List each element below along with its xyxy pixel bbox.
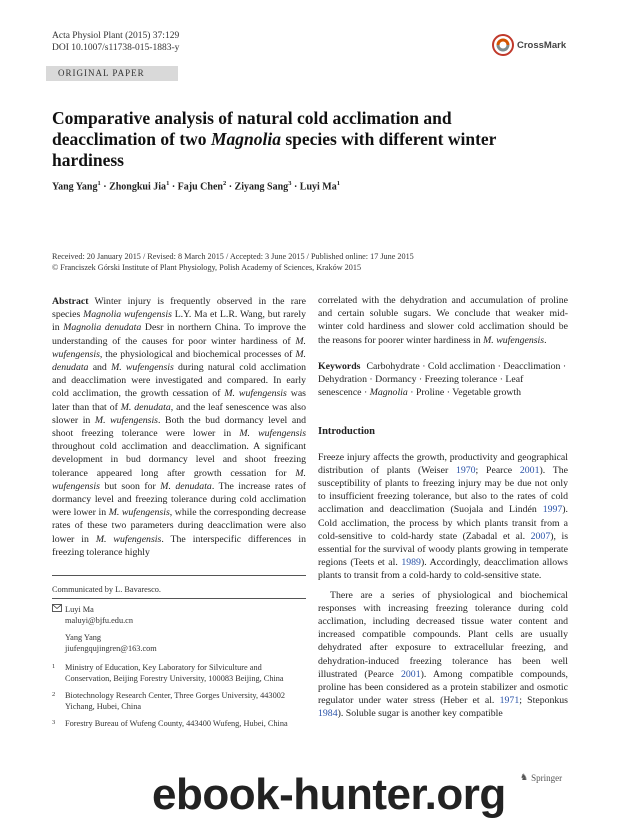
title-genus: Magnolia bbox=[210, 129, 281, 149]
publisher-name: Springer bbox=[531, 772, 563, 783]
abstract-text: . The interspecific differences in freezing tolerance highly bbox=[52, 533, 307, 558]
crossmark-icon bbox=[492, 34, 514, 56]
author-name[interactable]: Yang Yang bbox=[52, 181, 98, 193]
article-title bbox=[52, 108, 522, 171]
abstract-text: . The increase rates of dormancy level and freezing tolerance during cold acclimation were lower in bbox=[52, 480, 307, 519]
keywords-text: Magnolia bbox=[369, 387, 408, 399]
crossmark-badge[interactable] bbox=[492, 34, 566, 56]
abstract-text: and bbox=[88, 362, 112, 374]
article-history bbox=[52, 251, 414, 273]
species-name: M. denudata bbox=[52, 348, 306, 374]
right-column bbox=[318, 294, 568, 721]
author-name[interactable]: Zhongkui Jia bbox=[109, 181, 167, 193]
affiliation-text: Forestry Bureau of Wufeng County, 443400 Wufeng, Hubei, China bbox=[65, 719, 288, 728]
citation-link[interactable]: 1970 bbox=[455, 464, 476, 476]
keywords-label: Keywords bbox=[318, 360, 361, 372]
affiliation-text: Biotechnology Research Center, Three Gorges University, 443002 Yichang, Hubei, China bbox=[65, 691, 286, 711]
citation-link[interactable]: 1984 bbox=[318, 708, 338, 720]
abstract-text: correlated with the dehydration and accumulation of proline and certain soluble sugars. We conclude that weaker mid-winter cold hardiness and slower cold acclimation should be the reasons for poorer winter hardiness in bbox=[318, 295, 568, 346]
contact-name: Luyi Ma bbox=[65, 605, 94, 614]
species-name: M. wufengensis bbox=[52, 467, 306, 492]
author-aff: 1 bbox=[336, 180, 340, 187]
affiliations-list bbox=[52, 662, 306, 729]
abstract-text: was later than that of bbox=[52, 388, 306, 413]
affiliation-number: 3 bbox=[52, 719, 56, 726]
author-aff: 2 bbox=[222, 180, 227, 187]
author-list: Yang Yang$^1$ · Zhongkui Jia$^1$ · Faju Chen$^2$ · Ziyang Sang$^3$ · Luyi Ma$^1$ bbox=[52, 180, 340, 193]
affiliation-number: 1 bbox=[52, 663, 56, 670]
author-name[interactable]: Ziyang Sang bbox=[234, 181, 289, 193]
species-name: Magnolia wufengensis bbox=[83, 309, 172, 321]
species-name: M. wufengensis bbox=[95, 533, 162, 545]
species-name: M. denudata bbox=[160, 480, 212, 492]
journal-header bbox=[52, 30, 179, 54]
citation-link[interactable]: 2007 bbox=[530, 530, 551, 542]
contact-email[interactable]: jiufengqujingren@163.com bbox=[65, 644, 157, 653]
author-aff: 3 bbox=[288, 180, 292, 187]
title-text-end: species with different winter hardiness bbox=[52, 129, 497, 170]
abstract-text: . Both the bud dormancy level and shoot freezing tolerance were lower in bbox=[52, 414, 307, 440]
footnote-divider-2 bbox=[52, 598, 306, 599]
citation-link[interactable]: 1997 bbox=[542, 504, 563, 516]
crossmark-label: CrossMark bbox=[517, 39, 567, 51]
contact-email[interactable]: maluyi@bjfu.edu.cn bbox=[65, 616, 134, 625]
keywords-text: Carbohydrate · Cold acclimation · Deacclimation · Dehydration · Dormancy · Freezing tolerance · Leaf senescence · bbox=[318, 360, 567, 399]
affiliation-item bbox=[52, 718, 306, 729]
species-name: M. wufengensis bbox=[224, 388, 287, 400]
copyright-line: © Franciszek Górski Institute of Plant Physiology, Polish Academy of Sciences, Kraków 2015 bbox=[52, 263, 362, 272]
keywords bbox=[318, 360, 568, 400]
affiliation-text: Ministry of Education, Key Laboratory for Silviculture and Conservation, Beijing Forestry University, 100083 Beijing, China bbox=[65, 663, 284, 683]
abstract-text: . bbox=[544, 334, 547, 346]
intro-paragraph: There are a series of physiological and biochemical responses with increasing freezing tolerance during cold acclimation, including decreased tissue water content and increased compatible compounds. Plant cells are usually dehydrated after exposure to extracellular freezing, and dehydration-induced freezing tolerance has been well illustrated (Pearce 2001). Among compatible compounds, proline has been considered as a protein stabilizer and osmotic regulator under water stress (Heber et al. 1971; Steponkus 1984). Soluble sugar is another key compatible bbox=[318, 589, 568, 720]
affiliation-number: 2 bbox=[52, 691, 56, 698]
abstract-label: Abstract bbox=[52, 296, 89, 307]
journal-doi[interactable]: DOI 10.1007/s11738-015-1883-y bbox=[52, 43, 180, 53]
journal-citation: Acta Physiol Plant (2015) 37:129 bbox=[52, 31, 180, 41]
species-name: M. wufengensis bbox=[239, 428, 307, 440]
section-heading: Introduction bbox=[318, 426, 375, 438]
abstract-text: Winter injury is frequently observed in the rare species bbox=[52, 296, 306, 321]
author-name[interactable]: Luyi Ma bbox=[299, 181, 337, 193]
contact-name: Yang Yang bbox=[65, 633, 102, 642]
abstract-text: , the physiological and biochemical processes of bbox=[99, 348, 296, 360]
author-aff: 1 bbox=[97, 180, 101, 187]
citation-link[interactable]: 2001 bbox=[401, 668, 421, 680]
springer-horse-icon: ♞ bbox=[520, 772, 529, 782]
author-name[interactable]: Faju Chen bbox=[177, 181, 223, 193]
citation-link[interactable]: 1989 bbox=[401, 557, 421, 569]
abstract-block bbox=[52, 295, 306, 559]
abstract-text: , while the corresponding decrease rates of these two parameters during deacclimation were also lower in bbox=[52, 507, 306, 545]
abstract-continuation bbox=[318, 294, 568, 347]
article-type-banner: ORIGINAL PAPER bbox=[46, 66, 178, 81]
abstract-text: during natural cold acclimation and deacclimation were investigated and compared. In early cold acclimation, the growth cessation of bbox=[52, 362, 307, 400]
abstract-text: throughout cold acclimation and deacclimation. A significant development in bud dormancy level and shoot freezing tolerance appeared long after growth cessation for bbox=[52, 441, 306, 479]
abstract-text: , and the leaf senescence was also slower in bbox=[52, 401, 306, 426]
abstract-text: L.Y. Ma et L.R. Wang, but rarely in bbox=[52, 309, 306, 334]
contact-entry bbox=[52, 632, 157, 654]
author-aff: 1 bbox=[166, 180, 170, 187]
species-name: Magnolia denudata bbox=[63, 322, 142, 334]
species-name: M. wufengensis bbox=[94, 414, 158, 426]
affiliation-item bbox=[52, 690, 306, 712]
keywords-text: · Proline · Vegetable growth bbox=[407, 387, 522, 399]
species-name: M. denudata bbox=[120, 401, 171, 413]
citation-link[interactable]: 1971 bbox=[499, 695, 520, 707]
history-dates: Received: 20 January 2015 / Revised: 8 March 2015 / Accepted: 3 June 2015 / Published online: 17 June 2015 bbox=[52, 252, 414, 261]
footnote-divider bbox=[52, 575, 306, 576]
species-name: M. wufengensis bbox=[483, 334, 545, 346]
affiliation-item bbox=[52, 662, 306, 684]
intro-paragraph: Freeze injury affects the growth, productivity and geographical distribution of plants (Weiser 1970; Pearce 2001). The susceptibility of plants to freezing injury may be due not only to insufficient freezing tolerance, but also to the rates of cold acclimation and deacclimation (Suojala and Lindén 1997). Cold acclimation, the process by which plants transit from a cold-sensitive to cold-hardy state (Zabadal et al. 2007), is essential for the survival of woody plants growing in temperate regions (Teets et al. 1989). Accordingly, deacclimation allows plants to transit from a cold-hardy to cold-sensitive state. bbox=[318, 451, 569, 582]
envelope-icon bbox=[52, 604, 65, 626]
citation-link[interactable]: 2001 bbox=[519, 464, 540, 476]
species-name: M. wufengensis bbox=[108, 507, 170, 519]
species-name: M. wufengensis bbox=[111, 362, 174, 374]
contact-entry bbox=[52, 604, 157, 626]
correspondence-block bbox=[52, 604, 157, 654]
abstract-text: Desr in northern China. To improve the understanding of the causes for poor winter hardiness of bbox=[52, 322, 306, 347]
watermark-text: ebook-hunter.org bbox=[152, 770, 506, 819]
species-name: M. wufengensis bbox=[52, 335, 306, 360]
title-text: Comparative analysis of natural cold acclimation and deacclimation of two bbox=[52, 108, 452, 149]
communicated-by: Communicated by L. Bavaresco. bbox=[52, 585, 161, 594]
abstract-text: but soon for bbox=[99, 480, 161, 492]
publisher-logo bbox=[520, 772, 562, 783]
